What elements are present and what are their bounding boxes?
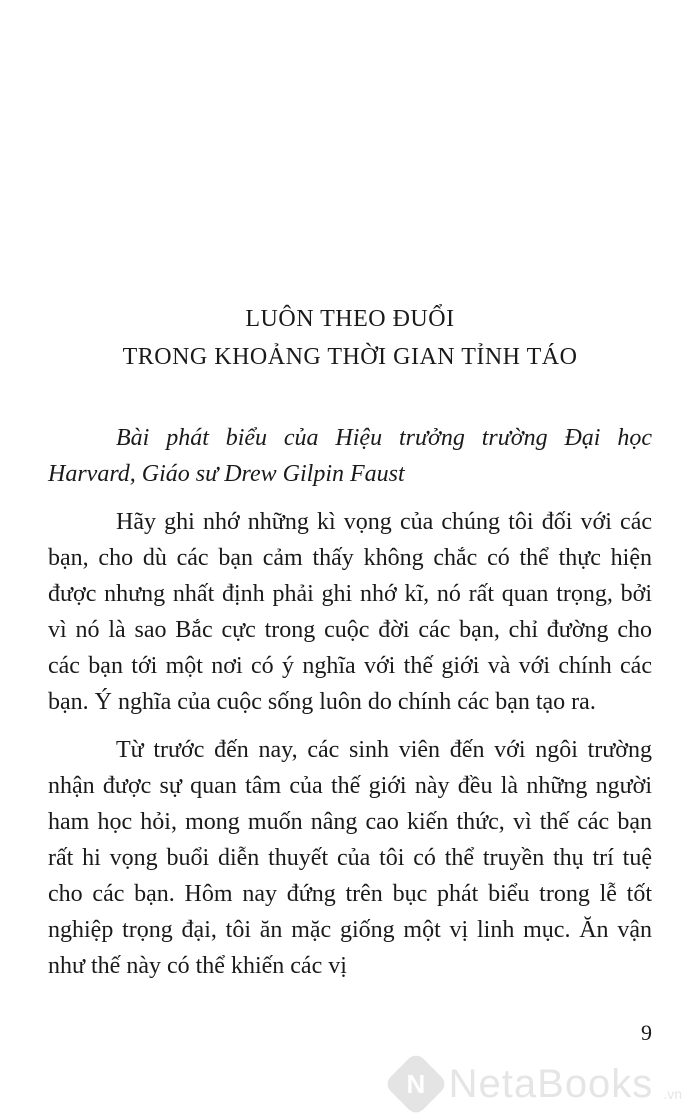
watermark-suffix: .vn [663, 1086, 682, 1102]
watermark [393, 1056, 682, 1112]
speech-subtitle: Bài phát biểu của Hiệu trưởng trường Đại học Harvard, Giáo sư Drew Gilpin Faust [48, 425, 652, 487]
netabooks-logo-icon: N [383, 1051, 448, 1116]
watermark-text: NetaBooks [448, 1061, 654, 1106]
page-number: 9 [641, 1020, 652, 1045]
chapter-title-line-2: TRONG KHOẢNG THỜI GIAN TỈNH TÁO [122, 344, 578, 370]
paragraph-2: Từ trước đến nay, các sinh viên đến với ngôi trường nhận được sự quan tâm của thế giới này đều là những người ham học hỏi, mong muốn nâng cao kiến thức, vì thế các bạn rất hi vọng buổi diễn thuyết của tôi có thể truyền thụ trí tuệ cho các bạn. Hôm nay đứng trên bục phát biểu trong lễ tốt nghiệp trọng đại, tôi ăn mặc giống một vị linh mục. Ăn vận như thế này có thể khiến các vị [48, 737, 652, 979]
paragraph-1: Hãy ghi nhớ những kì vọng của chúng tôi đối với các bạn, cho dù các bạn cảm thấy không chắc có thể thực hiện được nhưng nhất định phải ghi nhớ kĩ, nó rất quan trọng, bởi vì nó là sao Bắc cực trong cuộc đời các bạn, chỉ đường cho các bạn tới một nơi có ý nghĩa với thế giới và với chính các bạn. Ý nghĩa của cuộc sống luôn do chính các bạn tạo ra. [48, 509, 652, 715]
chapter-title-line-1: LUÔN THEO ĐUỔI [245, 306, 455, 332]
chapter-title [0, 300, 700, 376]
page-content [48, 420, 652, 996]
